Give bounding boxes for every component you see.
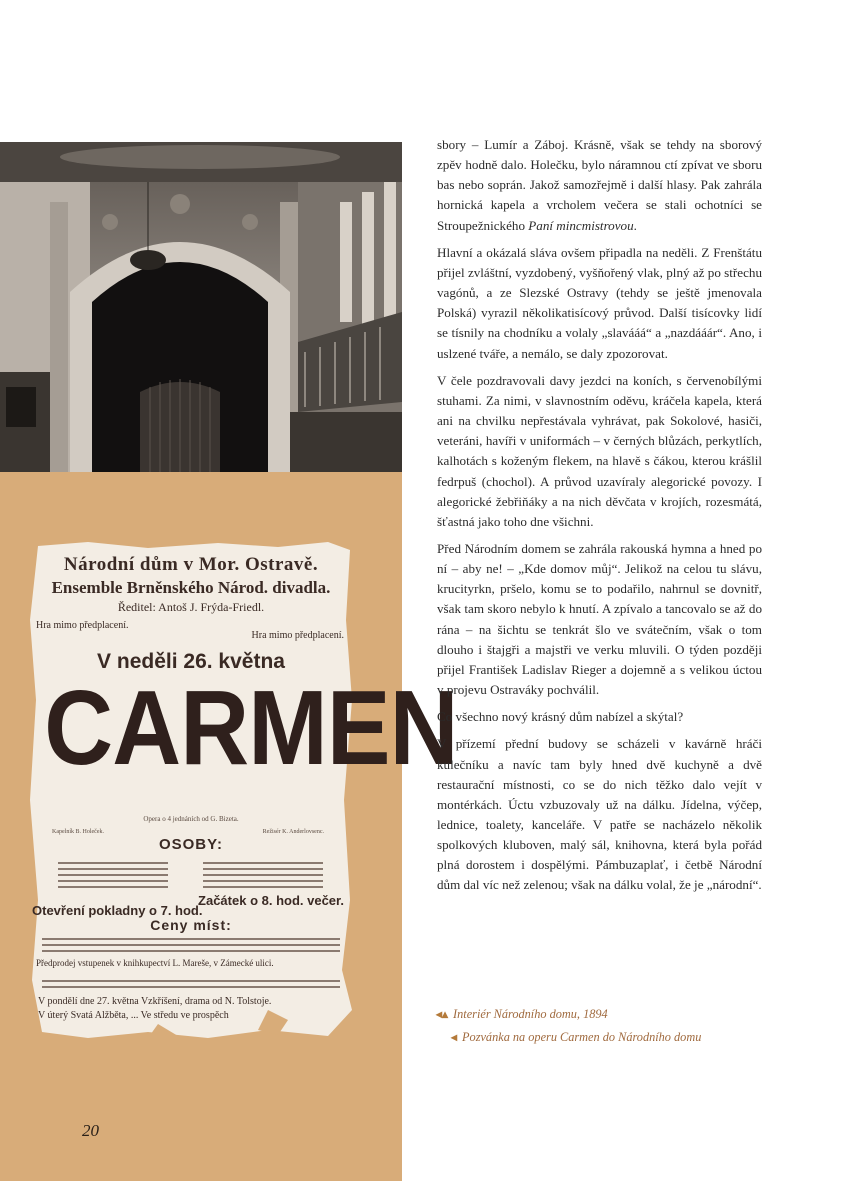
paragraph-2: Hlavní a okázalá sláva ovšem připadla na neděli. Z Frenštátu přijel zvláštní, vyzdobený, vyšňořený vlak, plný až po střechu vagónů, a ze Slezské Ostravy (tehdy se ještě jmenovala Polská) vyrazil několikatisícový průvod. Další tisícovky lidí se tísnily na chodníku a volaly „slavááá“ a „nazdááár“. Ano, i uslzené tváře, a nemálo, se daly zpozorovat. [437,244,762,361]
poster-hra-right: Hra mimo předplacení. [251,630,344,641]
poster-predprodej: Předprodej vstupenek v knihkupectví L. Mareše, v Zámecké ulici. [36,958,274,968]
arrow-left-icon: ◂ [451,1030,458,1044]
caption-interior-text: Interiér Národního domu, 1894 [453,1007,608,1021]
poster-price-lines [42,934,340,956]
poster-ensemble: Ensemble Brněnského Národ. divadla. [51,578,331,597]
poster-header: Národní dům v Mor. Ostravě. [63,554,319,575]
article-body [437,135,762,903]
poster-reziser: Režisér K. Anderlovsenc. [262,829,324,835]
paragraph-4: Před Národním domem se zahrála rakouská hymna a hned po ní – aby ne! – „Kde domov můj“. Jelikož na celou tu slávu, krucityrkn, pršelo, komu se to podařilo, nahrnul se dovnitř, však tam skoro nebylo k hnutí. A zpívalo a tancovalo se až do rána – na šichtu se tenkrát šlo ve svátečním, však o tom dlouho i štajgři a majstři ve verku mluvili. O týden později přijel František Ladislav Rieger a dojemně a s velikou úctou v projevu Ostraváky pochválil. [437,540,762,698]
paragraph-3: V čele pozdravovali davy jezdci na koních, s červenobílými stuhami. Za nimi, v slavnostním oděvu, kráčela kapela, která ani na chvilku nepřestávala vyhrávat, pak Sokolové, hasiči, veteráni, havíři v uniformách – v černých blůzách, perkytlích, kalhotách s koženým flekem, na hlavě s čákou, kterou krášlil fedrpuš (chochol). A průvod uzavíraly alegorické povozy. I alegorické žebřiňáky a na nich děvčata v krojích, rozesmátá, šťastná jako toho dne všichni. [437,372,762,529]
poster-opera-line: Opera o 4 jednáních od G. Bizeta. [143,815,239,823]
captions [436,1007,701,1053]
poster-director: Ředitel: Antoš J. Frýda-Friedl. [117,600,265,614]
poster-date: V neděli 26. května [97,650,285,673]
paragraph-5: Co všechno nový krásný dům nabízel a skýtal? [437,709,684,725]
caption-poster [451,1030,701,1045]
paragraph-1: sbory – Lumír a Záboj. Krásně, však se tehdy na sborový zpěv hodně dalo. Holečku, bylo náramnou ctí zpívat ve sboru bas nebo soprán. Jakož samozřejmě i další hlasy. Pak zahrála hornická kapela a vrcholem večera se stali ochotníci se Stroupežnického Paní mincmistrovou. [437,137,762,233]
interior-photo [0,142,402,472]
poster-fine-lines [42,976,340,992]
poster-utery: V úterý Svatá Alžběta, ... Ve středu ve prospěch [38,1010,229,1021]
poster-title: CARMEN [44,669,458,787]
play-title: Paní mincmistrovou [528,217,634,233]
arrow-up-left-icon: ◂▴ [436,1007,449,1021]
poster-ceny: Ceny míst: [150,917,232,933]
paragraph-6: V přízemí přední budovy se scházeli v kavárně hráči kulečníku a navíc tam byly hned dvě kuchyně a dvě restaurační místnosti, co se do nich těžko dalo vejít v montérkách. Úctu vzbuzovaly už na dálku. Jídelna, výčep, lednice, toalety, kanceláře. V patře se nacházelo několik spolkových kluboven, malý sál, knihovna, která byla pořád plná dorostem i dospělými. Pámbuzaplať, i četbě Národní dům dal víc než zelenou; však na dálku volal, že je „národní“. [437,736,762,893]
page-number: 20 [82,1121,99,1140]
poster-zacatek: Začátek o 8. hod. večer. [198,893,344,908]
poster-osoby: OSOBY: [158,836,224,853]
caption-interior [436,1007,701,1022]
carmen-poster [28,540,458,1040]
caption-poster-text: Pozvánka na operu Carmen do Národního domu [462,1030,702,1044]
poster-otevreni: Otevření pokladny o 7. hod. [32,903,203,918]
poster-pondeli: V pondělí dne 27. května Vzkříšení, drama od N. Tolstoje. [38,996,272,1007]
poster-kapelnik: Kapelník B. Holeček. [52,829,104,835]
poster-cast-left [58,858,168,900]
poster-hra-left: Hra mimo předplacení. [36,620,129,631]
